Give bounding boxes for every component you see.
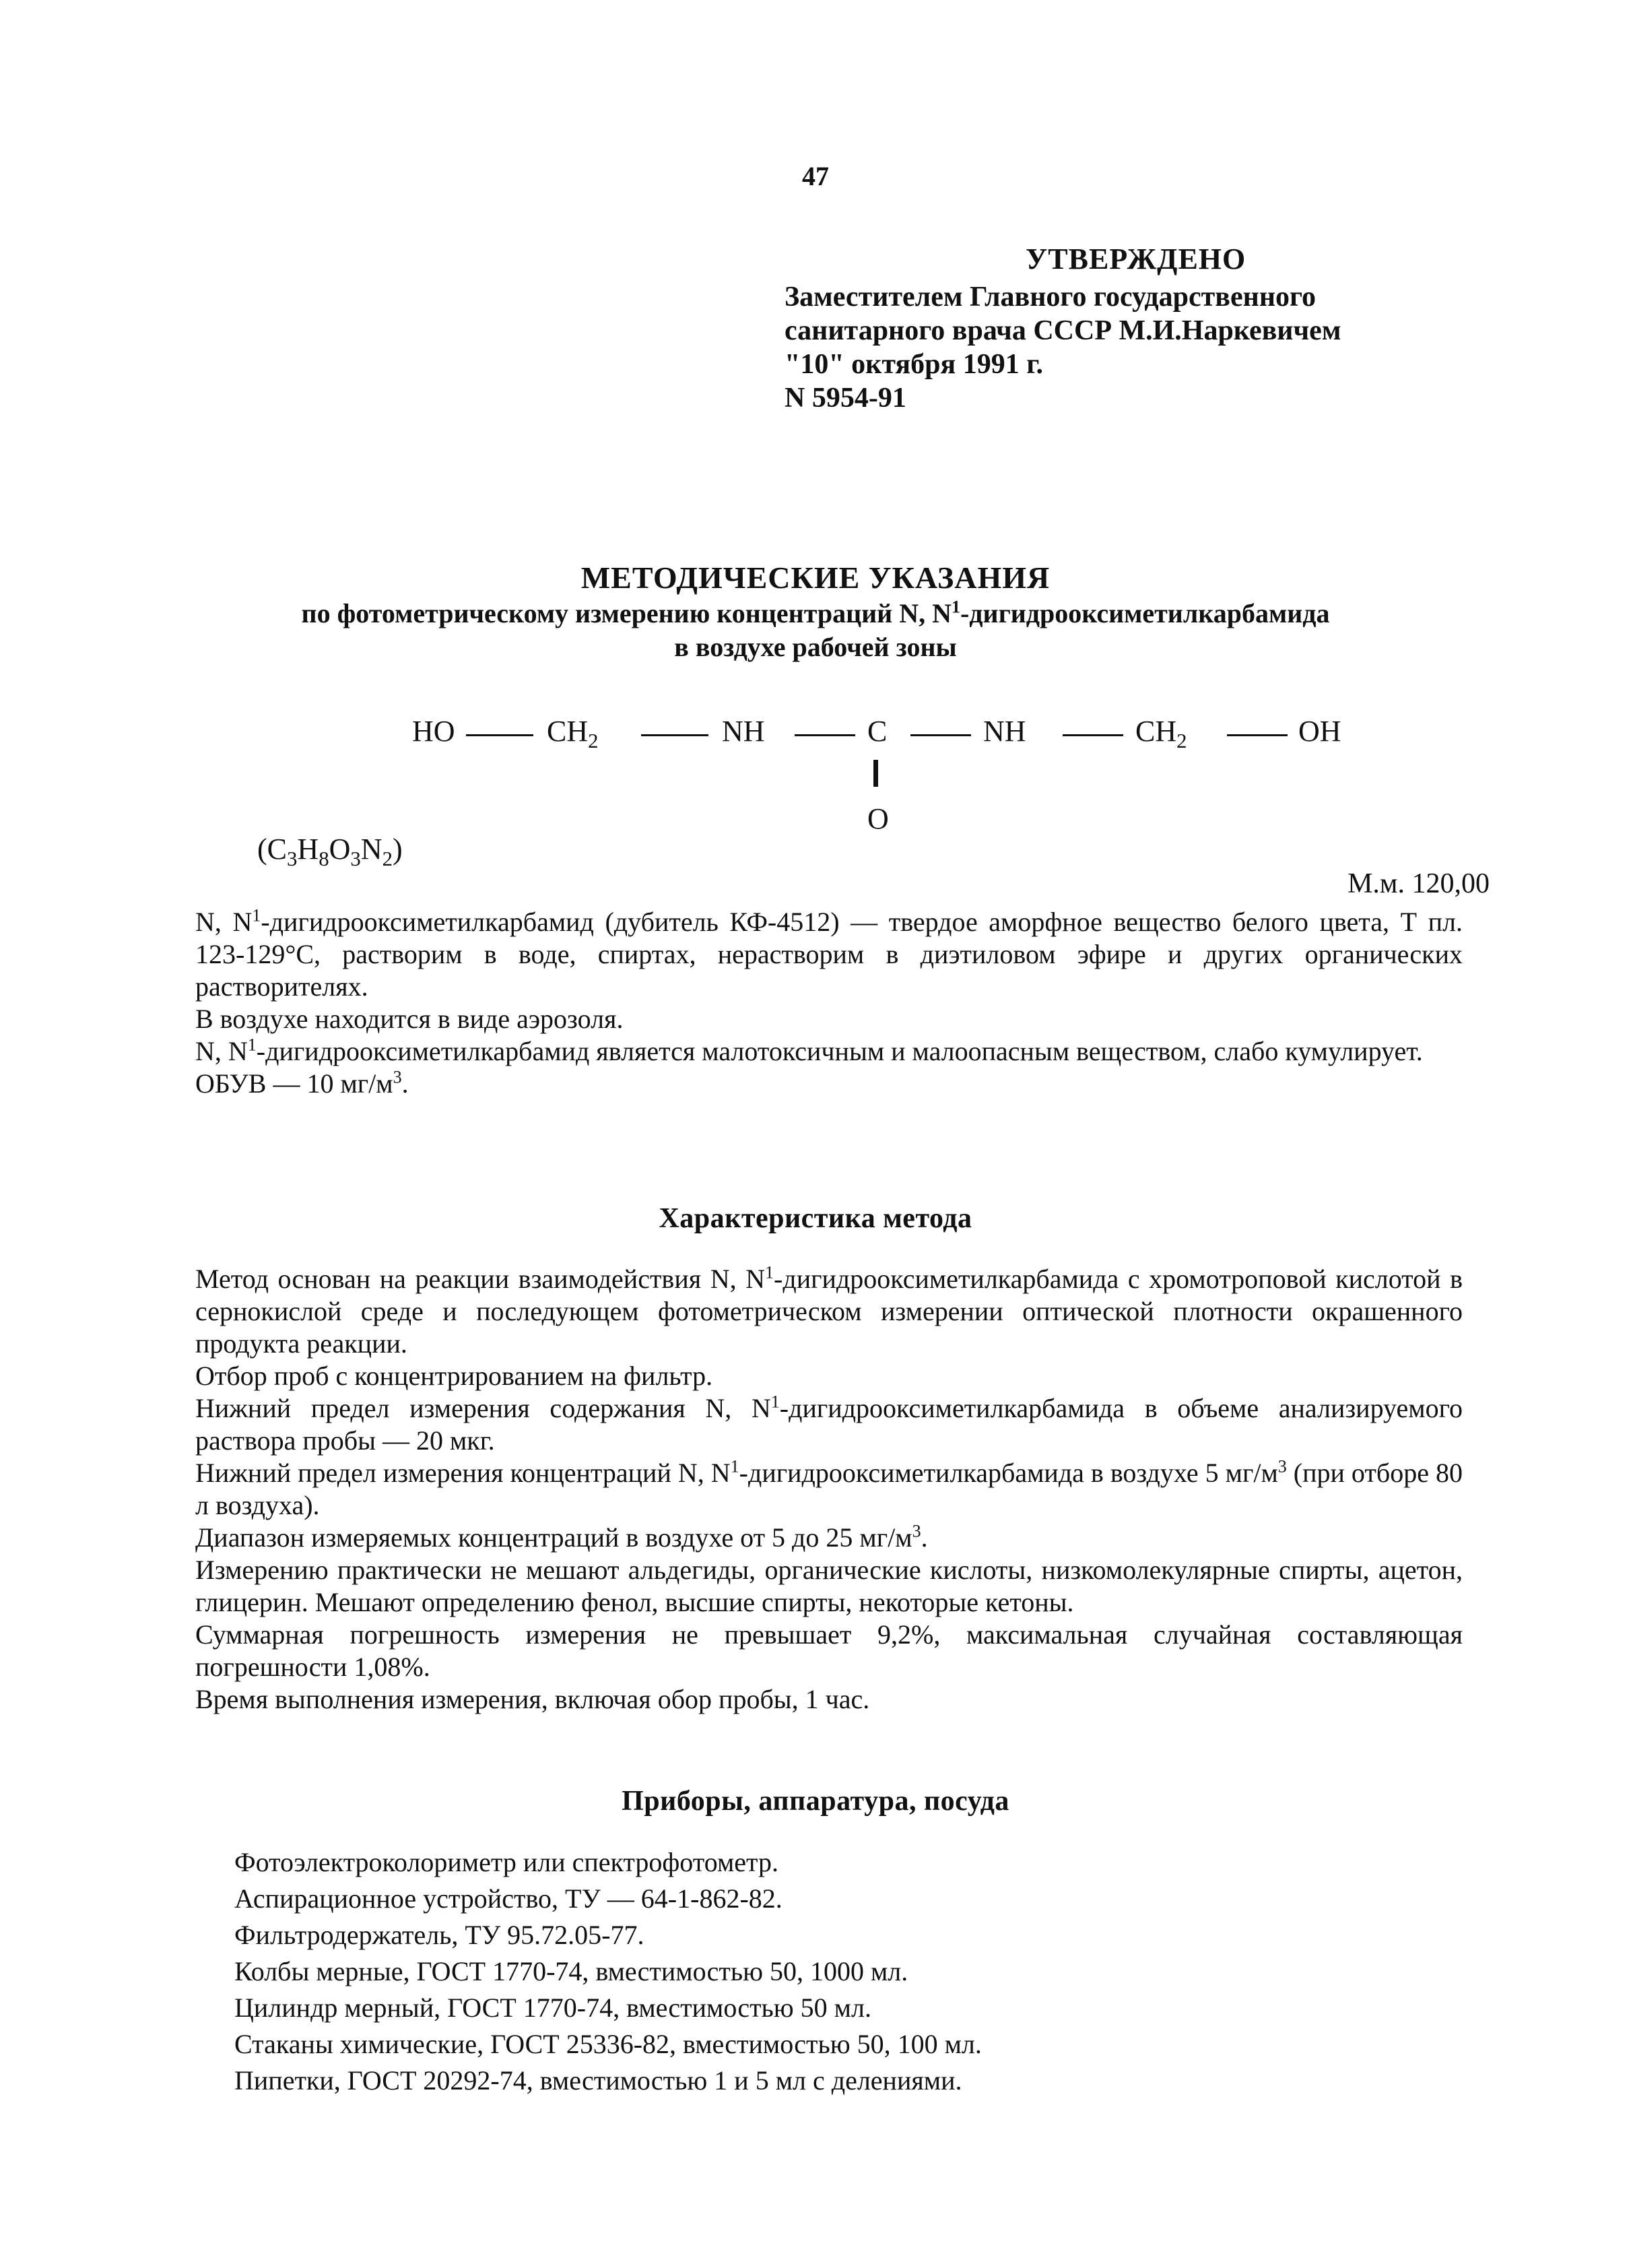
approval-line: санитарного врача СССР М.И.Наркевичем	[785, 315, 1341, 346]
method-paragraph: Отбор проб с концентрированием на фильтр.	[195, 1361, 713, 1391]
page-number: 47	[802, 161, 829, 191]
method-paragraph	[195, 1457, 1463, 1522]
method-paragraph	[195, 1263, 1463, 1360]
section-heading-equipment: Приборы, аппаратура, посуда	[622, 1786, 1009, 1817]
formula-nh-right: NH	[983, 715, 1026, 748]
approval-stamp	[785, 242, 1525, 415]
superscript: 3	[912, 1521, 921, 1541]
list-item: Цилиндр мерный, ГОСТ 1770-74, вместимостью 50 мл.	[234, 1992, 871, 2023]
formula-atom: CH	[547, 715, 589, 748]
formula-ho: HO	[412, 715, 455, 748]
formula-oh: OH	[1298, 715, 1341, 748]
formula-c: C	[867, 715, 888, 748]
superscript: 1	[951, 597, 960, 617]
list-item: Колбы мерные, ГОСТ 1770-74, вместимостью 50, 1000 мл.	[234, 1956, 908, 1986]
text: -дигидрооксиметилкарбамида в объеме анализируемого раствора пробы — 20 мкг.	[195, 1393, 1463, 1456]
intro-paragraph	[195, 906, 1463, 1003]
intro-paragraph	[195, 1068, 1463, 1100]
approval-line: Заместителем Главного государственного	[785, 282, 1317, 313]
double-bond-line	[873, 760, 878, 787]
formula-part: N	[360, 833, 382, 866]
intro-block	[195, 906, 1463, 1100]
title-text: -дигидрооксиметилкарбамида	[960, 598, 1330, 628]
text: N, N	[195, 907, 253, 937]
subscript: 8	[319, 847, 329, 870]
subscript: 2	[588, 729, 599, 752]
text: Метод основан на реакции взаимодействия N, N	[195, 1264, 766, 1294]
bond-line	[795, 734, 855, 736]
superscript: 1	[252, 905, 261, 926]
formula-part: )	[392, 833, 403, 866]
bond-line	[466, 734, 533, 736]
list-item: Фотоэлектроколориметр или спектрофотометр.	[234, 1847, 779, 1877]
formula-part: (C	[257, 833, 287, 866]
section-heading-method: Характеристика метода	[659, 1203, 972, 1234]
formula-ch2-right	[1135, 714, 1187, 752]
formula-o: O	[867, 802, 889, 835]
method-paragraph: Время выполнения измерения, включая обор пробы, 1 час.	[195, 1684, 870, 1714]
title-text: по фотометрическому измерению концентраций N, N	[301, 598, 952, 628]
text: N, N	[195, 1036, 248, 1066]
text: -дигидрооксиметилкарбамида с хромотроповой кислотой в сернокислой среде и последующем фотометрическом измерении оптической плотности окрашенного продукта реакции.	[195, 1264, 1463, 1359]
text: -дигидрооксиметилкарбамид (дубитель КФ-4512) — твердое аморфное вещество белого цвета, Т пл. 123-129°С, растворим в воде, спиртах, нерастворим в диэтиловом эфире и других органических растворителях.	[195, 907, 1463, 1002]
formula-atom: CH	[1135, 715, 1177, 748]
title-line-3: в воздухе рабочей зоны	[674, 632, 957, 662]
method-paragraph	[195, 1392, 1463, 1457]
text: .	[921, 1522, 928, 1553]
list-item: Пипетки, ГОСТ 20292-74, вместимостью 1 и 5 мл с делениями.	[234, 2065, 962, 2096]
text: Нижний предел измерения концентраций N, N	[195, 1458, 731, 1488]
superscript: 1	[770, 1392, 780, 1412]
formula-nh-left: NH	[722, 715, 765, 748]
subscript: 2	[1176, 729, 1187, 752]
bond-line	[1063, 734, 1123, 736]
superscript: 1	[765, 1262, 774, 1283]
bond-line	[910, 734, 971, 736]
superscript: 1	[247, 1035, 257, 1055]
document-title	[135, 559, 1496, 664]
subscript: 2	[382, 847, 393, 870]
intro-paragraph	[195, 1035, 1463, 1068]
structural-formula	[412, 714, 1288, 842]
text: -дигидрооксиметилкарбамида в воздухе 5 мг/м	[739, 1458, 1278, 1488]
method-paragraph	[195, 1522, 1463, 1554]
formula-part: H	[297, 833, 319, 866]
approval-heading: УТВЕРЖДЕНО	[1026, 242, 1246, 276]
text: ОБУВ — 10 мг/м	[195, 1068, 393, 1099]
method-paragraph: Измерению практически не мешают альдегиды, органические кислоты, низкомолекулярные спирты, ацетон, глицерин. Мешают определению фенол, высшие спирты, некоторые кетоны.	[195, 1555, 1463, 1617]
superscript: 3	[393, 1067, 402, 1087]
list-item: Стаканы химические, ГОСТ 25336-82, вместимостью 50, 100 мл.	[234, 2029, 982, 2059]
intro-paragraph: В воздухе находится в виде аэрозоля.	[195, 1004, 624, 1034]
molar-mass: М.м. 120,00	[1347, 868, 1490, 899]
text: -дигидрооксиметилкарбамид является малотоксичным и малоопасным веществом, слабо кумулирует.	[256, 1036, 1423, 1066]
list-item: Аспирационное устройство, ТУ — 64-1-862-82.	[234, 1883, 783, 1914]
method-paragraph: Суммарная погрешность измерения не превышает 9,2%, максимальная случайная составляющая погрешности 1,08%.	[195, 1619, 1463, 1682]
list-item: Фильтродержатель, ТУ 95.72.05-77.	[234, 1920, 644, 1950]
approval-line: N 5954-91	[785, 383, 906, 414]
bond-line	[1227, 734, 1288, 736]
superscript: 1	[730, 1456, 739, 1477]
text: Диапазон измеряемых концентраций в воздухе от 5 до 25 мг/м	[195, 1522, 912, 1553]
approval-line: "10" октября 1991 г.	[785, 349, 1044, 380]
superscript: 3	[1277, 1456, 1287, 1477]
formula-ch2-left	[547, 714, 599, 752]
equipment-list	[195, 1844, 1463, 2099]
empirical-formula	[257, 832, 403, 870]
method-block	[195, 1263, 1463, 1716]
text: Нижний предел измерения содержания N, N	[195, 1393, 771, 1423]
text: .	[401, 1068, 409, 1099]
bond-line	[641, 734, 708, 736]
title-line-2	[135, 597, 1496, 630]
formula-part: O	[329, 833, 351, 866]
subscript: 3	[350, 847, 361, 870]
subscript: 3	[287, 847, 298, 870]
title-line-1: МЕТОДИЧЕСКИЕ УКАЗАНИЯ	[580, 560, 1051, 595]
text: (при отборе 80 л воздуха).	[195, 1458, 1463, 1520]
